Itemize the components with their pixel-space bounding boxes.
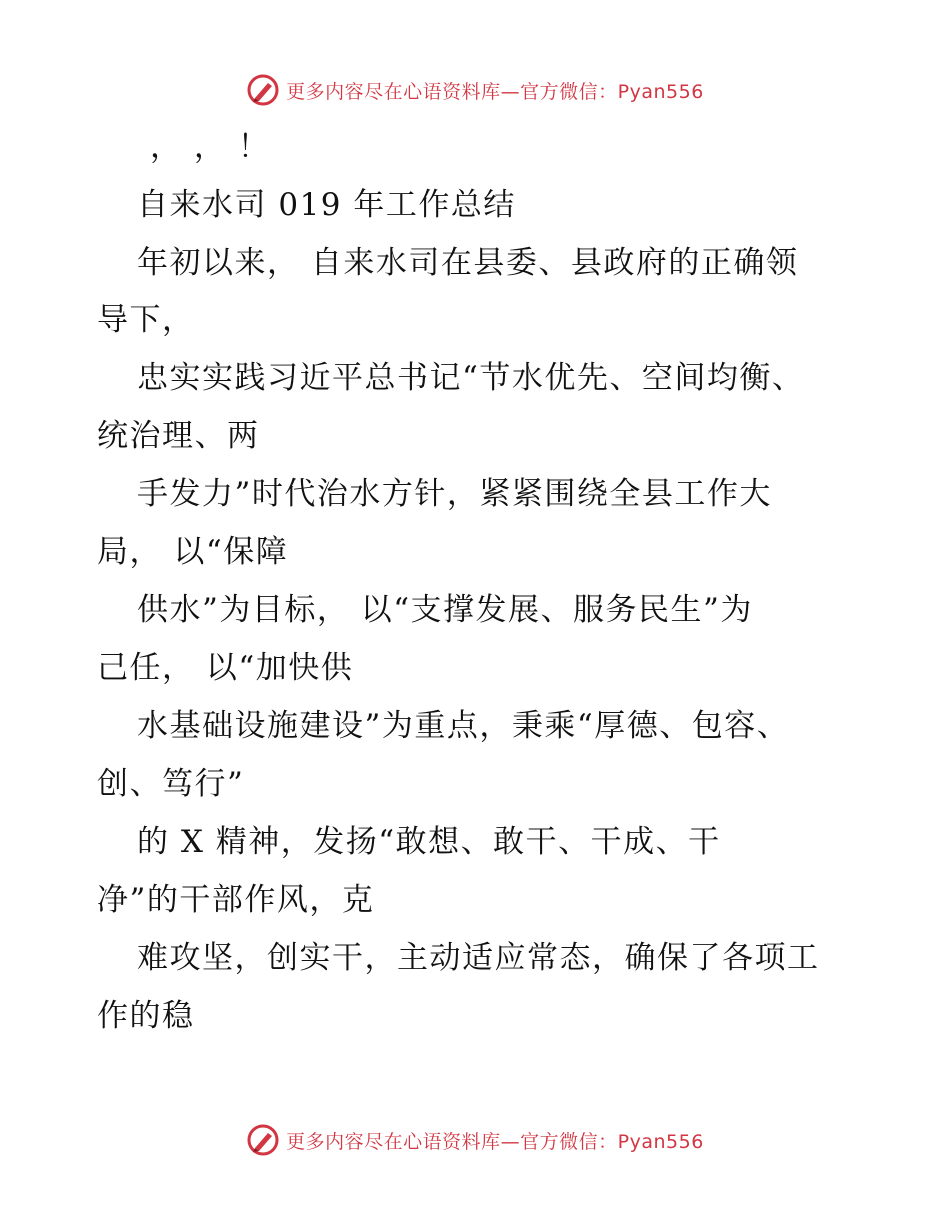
pen-circle-logo-icon	[246, 1123, 280, 1157]
doc-line: 忠实实践习近平总书记“节水优先、空间均衡、	[137, 360, 805, 396]
banner-text: 更多内容尽在心语资料库—官方微信：Pyan556	[286, 80, 704, 103]
doc-line: 局， 以“保障	[97, 534, 289, 570]
banner-text: 更多内容尽在心语资料库—官方微信：Pyan556	[286, 1130, 704, 1153]
header-banner	[0, 70, 950, 110]
pen-circle-logo-icon	[246, 73, 280, 107]
doc-line: 己任， 以“加快供	[97, 650, 354, 686]
footer-banner	[0, 1120, 950, 1160]
doc-line: 年初以来， 自来水司在县委、县政府的正确领	[137, 245, 799, 281]
doc-line: 供水”为目标， 以“支撑发展、服务民生”为	[137, 592, 753, 628]
doc-line: 作的稳	[97, 998, 195, 1034]
doc-line: 难攻坚，创实干，主动适应常态，确保了各项工	[137, 940, 820, 976]
doc-line: 的 X 精神，发扬“敢想、敢干、干成、干	[137, 824, 721, 860]
doc-line: 净”的干部作风，克	[97, 882, 375, 918]
doc-line: 水基础设施建设”为重点，秉乘“厚德、包容、	[137, 708, 790, 744]
doc-line: 导下，	[97, 302, 195, 338]
doc-line: ， ， ！	[150, 129, 271, 165]
doc-line: 统治理、两	[97, 418, 260, 454]
doc-line: 创、笃行”	[97, 766, 245, 802]
doc-title: 自来水司 019 年工作总结	[137, 187, 516, 223]
doc-line: 手发力”时代治水方针，紧紧围绕全县工作大	[137, 476, 772, 512]
